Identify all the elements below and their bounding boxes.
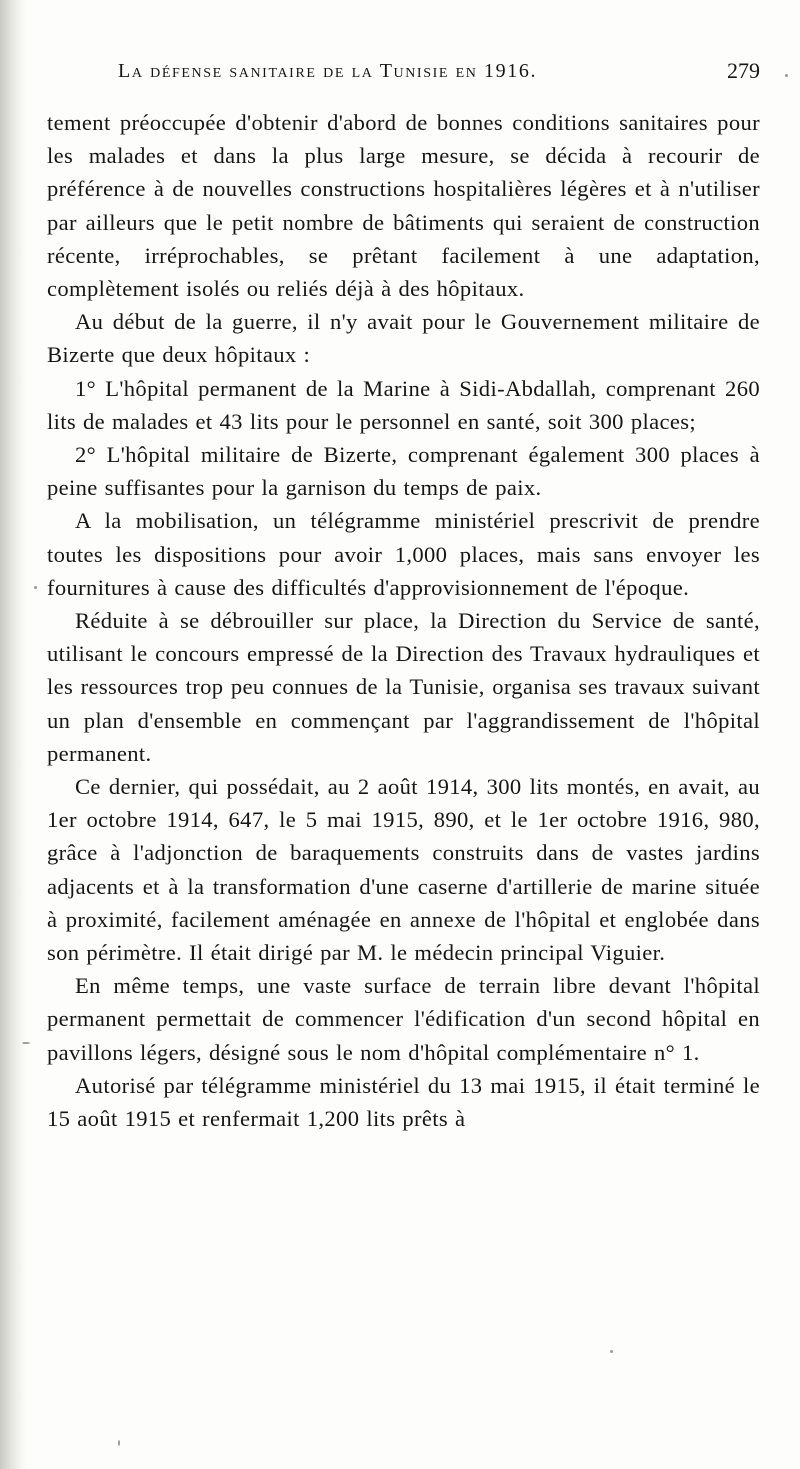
paragraph: En même temps, une vaste surface de terrain libre devant l'hôpital permanent permettait de commencer l'édification d'un second hôpital en pavillons légers, désigné sous le nom d'hôpital complémentaire n° 1. (47, 973, 760, 1065)
paragraph-list-item: 1° L'hôpital permanent de la Marine à Sidi-Abdallah, comprenant 260 lits de malades et 43 lits pour le personnel en santé, soit 300 places; (47, 375, 760, 434)
paragraph: Autorisé par télégramme ministériel du 13 mai 1915, il était terminé le 15 août 1915 et renfermait 1,200 lits prêts à (47, 1072, 760, 1132)
paper-speck (118, 1440, 120, 1446)
paragraph-continued: tement préoccupée d'obtenir d'abord de bonnes conditions sanitaires pour les malades et dans la plus large mesure, se décida à recourir de préférence à de nouvelles constructions hospitalières légères et à n'utiliser par ailleurs que le petit nombre de bâtiments qui seraient de construction récente, irréprochables, se prêtant facilement à une adaptation, complètement isolés ou reliés déjà à des hôpitaux. (47, 110, 760, 302)
paragraph: Réduite à se débrouiller sur place, la Direction du Service de santé, utilisant le concours empressé de la Direction des Travaux hydrauliques et les ressources trop peu connues de la Tunisie, organisa ses travaux suivant un plan d'ensemble en commençant par l'aggrandissement de l'hôpital permanent. (47, 608, 760, 766)
paragraph: Ce dernier, qui possédait, au 2 août 1914, 300 lits montés, en avait, au 1er octobre 1914, 647, le 5 mai 1915, 890, et le 1er octobre 1916, 980, grâce à l'adjonction de baraquements construits dans de vastes jardins adjacents et à la transformation d'une caserne d'artillerie de marine située à proximité, facilement aménagée en annexe de l'hôpital et englobée dans son périmètre. Il était dirigé par M. le médecin principal Viguier. (47, 774, 760, 966)
paragraph-list-item: 2° L'hôpital militaire de Bizerte, comprenant également 300 places à peine suffisantes pour la garnison du temps de paix. (47, 442, 760, 501)
paragraph: A la mobilisation, un télégramme ministériel prescrivit de prendre toutes les dispositions pour avoir 1,000 places, mais sans envoyer les fournitures à cause des difficultés d'approvisionnement de l'époque. (47, 508, 760, 600)
paragraph: Au début de la guerre, il n'y avait pour le Gouvernement militaire de Bizerte que deux hôpitaux : (47, 309, 760, 368)
page-header (110, 56, 770, 96)
paper-speck (34, 586, 37, 589)
paper-speck (785, 74, 788, 77)
page-number: 279 (727, 58, 760, 83)
page-binding-shadow (0, 0, 26, 1469)
running-title: La défense sanitaire de la Tunisie en 1916. (118, 60, 538, 82)
paper-speck (22, 1042, 30, 1044)
paper-speck (610, 1350, 613, 1353)
body-text (47, 106, 760, 1135)
